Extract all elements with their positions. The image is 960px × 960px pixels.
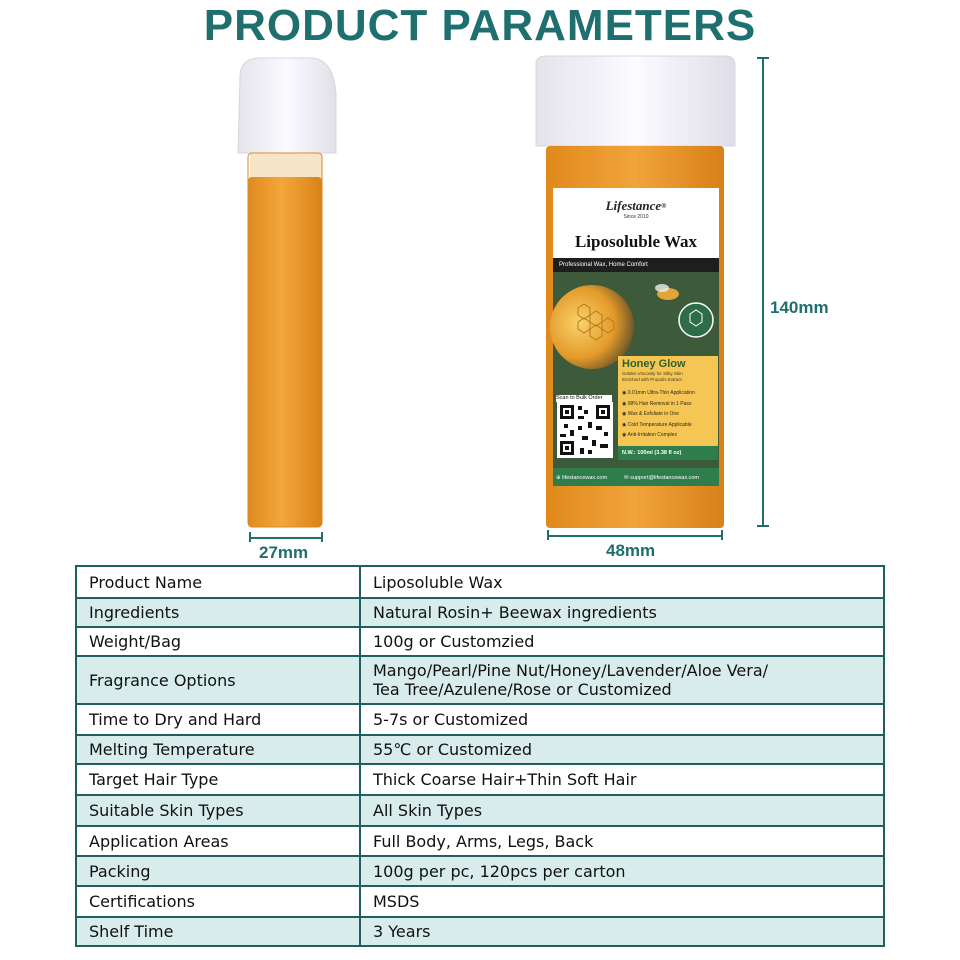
param-key: Fragrance Options [76, 656, 360, 704]
label-feature: ◉ 98% Hair Removal in 1 Pass [622, 400, 692, 407]
height-tick-top [757, 57, 769, 59]
param-key: Suitable Skin Types [76, 795, 360, 826]
height-label: 140mm [770, 298, 829, 317]
table-row [76, 886, 884, 917]
param-value: All Skin Types [360, 795, 884, 826]
page-title: PRODUCT PARAMETERS [203, 1, 757, 50]
label-website: ⊕ lifestancewax.com [556, 475, 608, 481]
brand-logo [553, 199, 719, 213]
label-feature: ◉ Wax & Exfoliate in One [622, 411, 679, 417]
label-feature: ◉ Cold Temperature Applicable [622, 421, 692, 428]
param-value: 55℃ or Customized [360, 735, 884, 764]
table-row [76, 704, 884, 735]
param-value: 100g or Customzied [360, 627, 884, 656]
height-line [762, 57, 764, 527]
table-row [76, 627, 884, 656]
table-row [76, 826, 884, 856]
label-variant-desc-2: Enriched with Propolis Extract [622, 377, 682, 382]
param-key: Target Hair Type [76, 764, 360, 795]
param-key: Melting Temperature [76, 735, 360, 764]
height-tick-bottom [757, 525, 769, 527]
table-row [76, 764, 884, 795]
param-value: Natural Rosin+ Beewax ingredients [360, 598, 884, 627]
param-value: Full Body, Arms, Legs, Back [360, 826, 884, 856]
width-large-tick-right [721, 530, 723, 540]
param-value: Liposoluble Wax [360, 566, 884, 598]
label-product-title: Liposoluble Wax [574, 232, 698, 251]
param-key: Application Areas [76, 826, 360, 856]
label-net-weight: N.W.: 100ml (3.38 fl oz) [622, 450, 682, 456]
labeled-cartridge-image [530, 52, 740, 532]
table-row [76, 566, 884, 598]
param-value: 3 Years [360, 917, 884, 946]
parameters-table [75, 565, 885, 947]
param-key: Product Name [76, 566, 360, 598]
label-scan-text: Scan to Bulk Order [556, 395, 612, 402]
brand-since: Since 2010 [623, 214, 649, 220]
table-row [76, 598, 884, 627]
width-large-tick-left [547, 530, 549, 540]
param-key: Packing [76, 856, 360, 886]
param-key: Weight/Bag [76, 627, 360, 656]
width-small-label: 27mm [259, 543, 309, 562]
table-row [76, 856, 884, 886]
label-variant: Honey Glow [622, 358, 686, 370]
label-tagline: Professional Wax, Home Comfort [559, 262, 648, 268]
table-row [76, 735, 884, 764]
label-feature: ◉ 0.01mm Ultra-Thin Application [622, 390, 695, 396]
table-row [76, 795, 884, 826]
label-email: ✉ support@lifestancewax.com [624, 475, 700, 481]
param-key: Time to Dry and Hard [76, 704, 360, 735]
param-value: Thick Coarse Hair+Thin Soft Hair [360, 764, 884, 795]
label-variant-desc-1: Golden Viscosity for Silky Skin [622, 371, 683, 376]
brand-mark: ® [661, 202, 667, 210]
param-value [360, 656, 884, 704]
param-key: Ingredients [76, 598, 360, 627]
param-value-line: Mango/Pearl/Pine Nut/Honey/Lavender/Aloe Vera/ [373, 661, 769, 680]
width-small-tick-right [321, 532, 323, 542]
label-feature-list [622, 388, 718, 441]
width-large-line [547, 535, 723, 537]
width-small-line [249, 537, 323, 539]
param-value: MSDS [360, 886, 884, 917]
label-feature: ◉ Anti-Irritation Complex [622, 432, 677, 438]
param-key: Shelf Time [76, 917, 360, 946]
width-large-label: 48mm [606, 541, 656, 560]
narrow-cartridge-image [230, 55, 345, 535]
param-value-line: Tea Tree/Azulene/Rose or Customized [373, 680, 672, 699]
table-row [76, 656, 884, 704]
param-value: 100g per pc, 120pcs per carton [360, 856, 884, 886]
param-value: 5-7s or Customized [360, 704, 884, 735]
brand-name: Lifestance [605, 198, 662, 213]
width-small-tick-left [249, 532, 251, 542]
param-key: Certifications [76, 886, 360, 917]
table-row [76, 917, 884, 946]
